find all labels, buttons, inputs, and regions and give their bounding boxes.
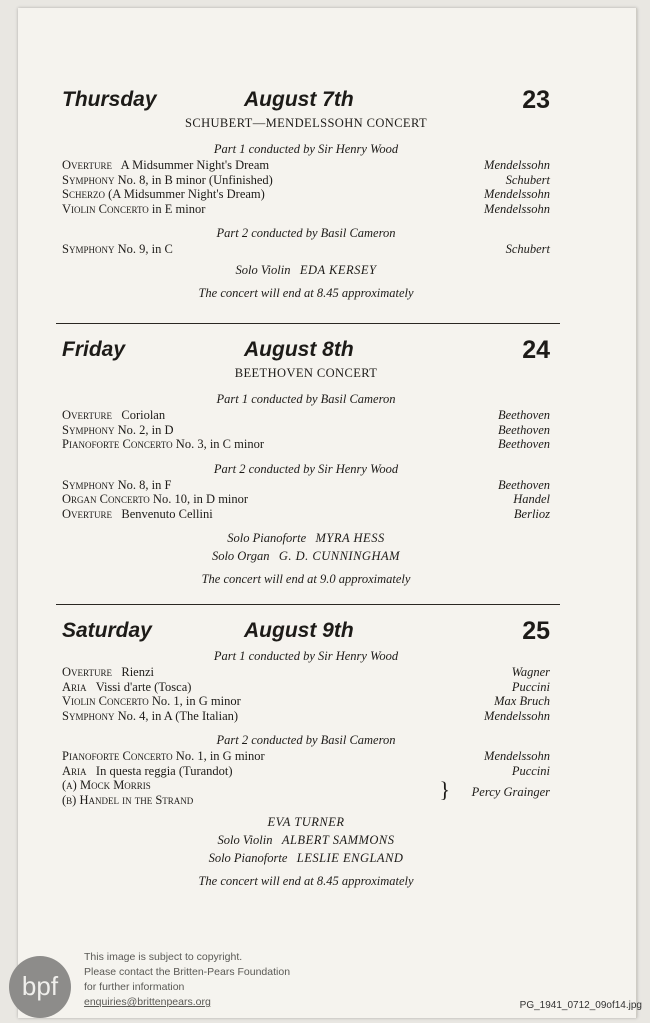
soloist	[62, 813, 550, 831]
soloist-role: Solo Violin	[235, 262, 291, 277]
programme-item	[62, 665, 550, 680]
section-divider	[56, 604, 560, 605]
work-title: No. 8, in F	[117, 477, 172, 492]
programme-item	[62, 423, 550, 438]
composer: Schubert	[505, 242, 550, 256]
work-title: No. 1, in G minor	[151, 694, 241, 708]
composer: Schubert	[505, 172, 550, 187]
concert-date: August 8th	[244, 338, 354, 361]
soloist-role: Solo Organ	[211, 549, 270, 563]
composer: Mendelssohn	[484, 187, 550, 201]
work-type: Violin Concerto	[62, 201, 149, 216]
composer: Puccini	[511, 763, 550, 778]
work-type: Violin Concerto	[62, 694, 149, 708]
programme-item	[62, 680, 550, 695]
composer: Mendelssohn	[484, 201, 550, 216]
soloist	[62, 831, 550, 849]
part-2-conductor: Part 2 conducted by Basil Cameron	[216, 733, 396, 747]
soloist-role: Solo Pianoforte	[208, 851, 288, 865]
concert-day: Thursday	[62, 88, 157, 111]
work-type: Scherzo	[62, 187, 105, 201]
work-type: Symphony	[62, 422, 115, 437]
work-type: Aria	[62, 679, 87, 694]
concert-date: August 9th	[244, 619, 354, 642]
work-title: No. 8, in B minor (Unfinished)	[117, 172, 273, 187]
concert-title: SCHUBERT—MENDELSSOHN CONCERT	[184, 116, 427, 130]
soloist-role: Solo Pianoforte	[227, 531, 307, 545]
part-1-conductor: Part 1 conducted by Sir Henry Wood	[213, 649, 399, 663]
composer: Beethoven	[497, 437, 550, 451]
soloist-name: MYRA HESS	[315, 531, 385, 545]
work-type: Pianoforte Concerto	[62, 437, 173, 451]
composer: Beethoven	[497, 422, 550, 437]
work-type: Overture	[62, 506, 112, 521]
concert-end-time: The concert will end at 8.45 approximately	[198, 874, 414, 888]
copyright-line: Please contact the Britten-Pears Foundation	[84, 966, 291, 978]
concert-title: BEETHOVEN CONCERT	[234, 366, 378, 380]
work-title: No. 2, in D	[117, 422, 174, 437]
soloist-name: EVA TURNER	[267, 815, 345, 829]
work-title: in E minor	[151, 201, 206, 216]
soloist	[62, 261, 550, 279]
composer: Mendelssohn	[484, 158, 550, 172]
concert-end-time: The concert will end at 8.45 approximately	[198, 285, 414, 300]
programme-item	[62, 437, 550, 452]
soloist-name: ALBERT SAMMONS	[281, 833, 395, 847]
work-title: (b) Handel in the Strand	[62, 792, 194, 807]
programme-item	[62, 694, 550, 709]
work-title: Rienzi	[121, 665, 154, 679]
part-2-conductor: Part 2 conducted by Basil Cameron	[216, 226, 396, 240]
programme-item	[62, 492, 550, 507]
soloist	[62, 529, 550, 547]
composer: Wagner	[511, 665, 550, 679]
programme-item	[62, 173, 550, 188]
programme-item	[62, 749, 550, 764]
contact-email-link[interactable]: enquiries@brittenpears.org	[84, 996, 211, 1008]
work-title: (a) Mock Morris	[62, 778, 151, 792]
bpf-logo: bpf	[9, 956, 71, 1018]
work-title: No. 4, in A (The Italian)	[117, 708, 239, 723]
composer: Berlioz	[513, 506, 550, 521]
work-title: Benvenuto Cellini	[121, 506, 213, 521]
work-type: Overture	[62, 665, 112, 679]
programme-item	[62, 709, 550, 724]
soloist-role: Solo Violin	[217, 833, 273, 847]
concert-end-time: The concert will end at 9.0 approximately	[201, 572, 411, 586]
soloist-name: G. D. CUNNINGHAM	[278, 549, 401, 563]
work-title: (A Midsummer Night's Dream)	[108, 187, 265, 201]
work-type: Overture	[62, 408, 112, 422]
concert-number: 23	[522, 86, 550, 114]
composer: Mendelssohn	[484, 708, 550, 723]
composer: Percy Grainger	[471, 785, 550, 799]
concert-day: Friday	[62, 338, 126, 361]
composer: Puccini	[511, 679, 550, 694]
work-title: Coriolan	[121, 408, 166, 422]
copyright-footer	[0, 948, 650, 1023]
image-filename: PG_1941_0712_09of14.jpg	[519, 1000, 642, 1011]
concert-23	[62, 88, 550, 303]
work-title: Vissi d'arte (Tosca)	[95, 679, 192, 694]
work-type: Organ Concerto	[62, 492, 150, 506]
soloist-name: LESLIE ENGLAND	[296, 851, 404, 865]
concert-header	[62, 619, 550, 655]
soloist	[62, 547, 550, 565]
grainger-group	[62, 778, 550, 807]
work-type: Overture	[62, 158, 112, 172]
work-type: Symphony	[62, 242, 115, 256]
copyright-line: for further information	[84, 981, 185, 993]
concert-header	[62, 338, 550, 374]
programme-item	[62, 187, 550, 202]
programme-item	[62, 478, 550, 493]
soloist	[62, 849, 550, 867]
section-divider	[56, 323, 560, 324]
programme-item	[62, 764, 550, 779]
programme-item	[62, 408, 550, 423]
concert-25	[62, 619, 550, 891]
work-title: A Midsummer Night's Dream	[120, 158, 270, 172]
composer: Beethoven	[497, 477, 550, 492]
concert-number: 25	[522, 617, 550, 645]
brace-glyph: }	[439, 777, 450, 802]
concert-24	[62, 338, 550, 589]
concert-date: August 7th	[244, 88, 354, 111]
work-title: No. 3, in C minor	[175, 437, 264, 451]
composer: Beethoven	[497, 408, 550, 422]
composer: Max Bruch	[494, 694, 550, 708]
programme-item	[62, 507, 550, 522]
concert-header	[62, 88, 550, 124]
work-type: Aria	[62, 763, 87, 778]
work-title: No. 10, in D minor	[152, 492, 249, 506]
copyright-notice	[84, 950, 310, 1010]
part-2-conductor: Part 2 conducted by Sir Henry Wood	[213, 461, 399, 476]
programme-item	[62, 202, 550, 217]
copyright-line: This image is subject to copyright.	[84, 951, 243, 963]
programme-item	[62, 242, 550, 257]
composer: Handel	[513, 492, 550, 506]
work-type: Symphony	[62, 172, 115, 187]
work-type: Symphony	[62, 477, 115, 492]
part-1-conductor: Part 1 conducted by Sir Henry Wood	[213, 142, 399, 156]
concert-number: 24	[522, 336, 550, 364]
work-type: Pianoforte Concerto	[62, 749, 173, 763]
composer: Mendelssohn	[484, 749, 550, 763]
work-type: Symphony	[62, 708, 115, 723]
programme-item	[62, 158, 550, 173]
work-title: No. 1, in G minor	[175, 749, 265, 763]
soloist-name: EDA KERSEY	[299, 262, 377, 277]
work-title: In questa reggia (Turandot)	[95, 763, 233, 778]
part-1-conductor: Part 1 conducted by Basil Cameron	[216, 392, 396, 406]
work-title: No. 9, in C	[117, 242, 173, 256]
concert-day: Saturday	[62, 619, 152, 642]
